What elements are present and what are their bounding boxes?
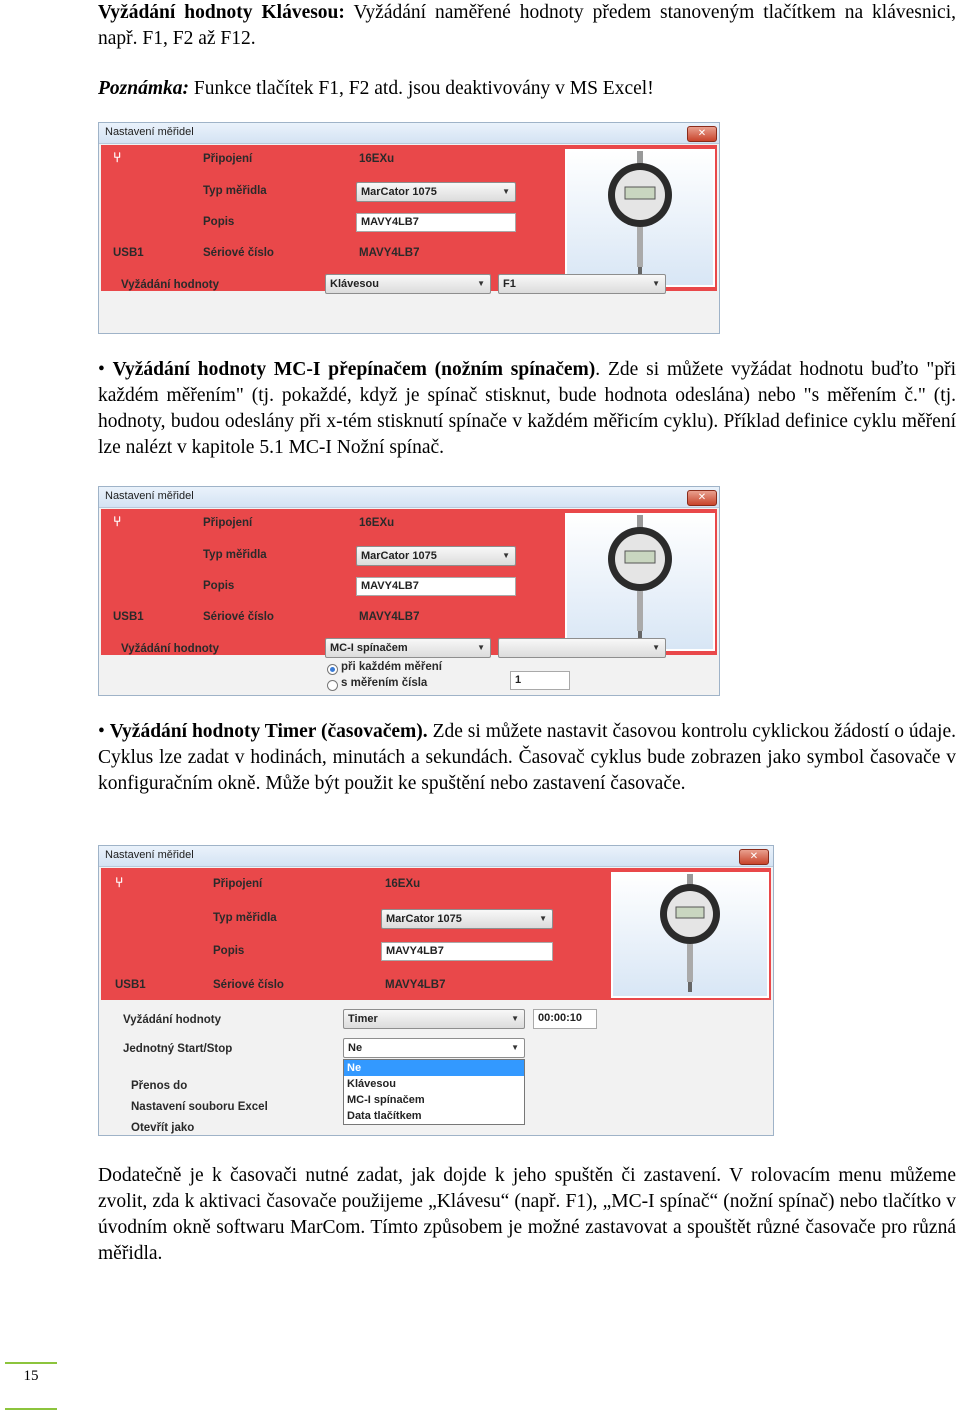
dialog-titlebar [99, 487, 719, 508]
usb-icon: ⑂ [113, 513, 122, 529]
label-vyzadani-hodnoty: Vyžádání hodnoty [121, 643, 219, 655]
device-panel [101, 868, 771, 1000]
dialog-title: Nastavení měřidel [105, 126, 194, 138]
page-number: 15 [23, 1368, 39, 1384]
label-nastaveni-souboru-excel: Nastavení souboru Excel [131, 1101, 268, 1113]
close-button[interactable]: ✕ [739, 849, 769, 865]
note-paragraph [98, 76, 956, 102]
request-mode-value: Klávesou [330, 278, 379, 290]
intro-bold: Vyžádání hodnoty Klávesou: [98, 2, 345, 23]
chevron-down-icon: ▼ [652, 643, 660, 652]
gauge-type-select[interactable] [356, 546, 516, 566]
close-button[interactable]: ✕ [687, 490, 717, 506]
chevron-down-icon: ▼ [652, 279, 660, 288]
chevron-down-icon: ▼ [477, 643, 485, 652]
gauge-photo [565, 513, 715, 651]
dropdown-option[interactable]: Ne [344, 1060, 524, 1076]
value-seriove-cislo: MAVY4LB7 [359, 247, 420, 259]
key-select[interactable] [498, 274, 666, 294]
label-vyzadani-hodnoty: Vyžádání hodnoty [123, 1014, 221, 1026]
footer-rule-bottom [5, 1408, 57, 1410]
section-timer-heading: Vyžádání hodnoty Timer (časovačem). [109, 721, 428, 742]
bullet: • [98, 721, 105, 742]
usb-icon: ⑂ [113, 149, 122, 165]
gauge-photo [565, 149, 715, 287]
value-pripojeni: 16EXu [359, 153, 395, 165]
device-panel [101, 145, 717, 291]
dialog-title: Nastavení měřidel [105, 490, 194, 502]
label-seriove-cislo: Sériové číslo [203, 247, 274, 259]
chevron-down-icon: ▼ [511, 1043, 519, 1052]
label-typ-meridla: Typ měřidla [213, 912, 277, 924]
intro-text: Vyžádání naměřené hodnoty předem stanoveným tlačítkem na klávesnici, např. F1, F2 až F12. [98, 2, 956, 49]
label-pripojeni: Připojení [213, 878, 263, 890]
section-mci-paragraph [98, 357, 956, 461]
footer-rule-top [5, 1362, 57, 1364]
start-stop-value: Ne [348, 1042, 363, 1054]
gauge-type-value: MarCator 1075 [361, 186, 437, 198]
usb-icon: ⑂ [115, 874, 124, 890]
request-mode-select[interactable] [325, 638, 491, 658]
label-vyzadani-hodnoty: Vyžádání hodnoty [121, 279, 219, 291]
section-timer-text: Zde si můžete nastavit časovou kontrolu cyklickou žádostí o údaje. Cyklus lze zadat v hodinách, minutách a sekundách. Časovač cyklus bude zobrazen jako symbol časovače v konfiguračním okně. Může být použit ke spuštění nebo zastavení časovače. [98, 721, 956, 794]
chevron-down-icon: ▼ [502, 187, 510, 196]
gauge-photo [611, 872, 769, 998]
gauge-type-select[interactable] [356, 182, 516, 202]
device-panel [101, 509, 717, 655]
section-mci-heading: Vyžádání hodnoty MC-I přepínačem (nožním spínačem) [112, 359, 596, 380]
label-popis: Popis [203, 580, 235, 592]
chevron-down-icon: ▼ [539, 914, 547, 923]
start-stop-dropdown [343, 1059, 525, 1125]
gauge-type-select[interactable] [381, 909, 553, 929]
note-text: Funkce tlačítek F1, F2 atd. jsou deaktivovány v MS Excel! [189, 78, 654, 99]
radio-every-measurement[interactable] [327, 664, 338, 675]
value-seriove-cislo: MAVY4LB7 [385, 979, 446, 991]
measurement-count-field[interactable]: 1 [510, 671, 570, 690]
value-pripojeni: 16EXu [359, 517, 395, 529]
dropdown-option[interactable]: MC-I spínačem [347, 1094, 425, 1106]
dial-indicator-image [567, 151, 713, 285]
closing-paragraph: Dodatečně je k časovači nutné zadat, jak dojde k jeho spuštěn či zastavení. V rolovacím menu můžeme zvolit, zda k aktivaci časovače použijeme „Klávesu“ (např. F1), „MC-I spínač“ (nožní spínač) nebo tlačítko v úvodním okně softwaru MarCom. Tímto způsobem je možné zastavovat a spouštět různé časovače pro různá měřidla. [98, 1165, 956, 1264]
label-jednotny-start-stop: Jednotný Start/Stop [123, 1043, 233, 1055]
radio-measurement-number[interactable] [327, 680, 338, 691]
radio-every-measurement-label: při každém měření [341, 661, 442, 673]
label-usb: USB1 [113, 247, 144, 259]
dropdown-option[interactable]: Data tlačítkem [347, 1110, 422, 1122]
gauge-type-value: MarCator 1075 [386, 913, 462, 925]
request-mode-select[interactable] [325, 274, 491, 294]
settings-dialog-mci [98, 486, 720, 696]
gauge-type-value: MarCator 1075 [361, 550, 437, 562]
dial-indicator-image [613, 874, 767, 996]
dial-indicator-image [567, 515, 713, 649]
label-otevrit-jako: Otevřít jako [131, 1122, 195, 1134]
settings-dialog-keyboard [98, 122, 720, 334]
close-button[interactable]: ✕ [687, 126, 717, 142]
settings-dialog-timer [98, 845, 774, 1136]
label-seriove-cislo: Sériové číslo [203, 611, 274, 623]
value-seriove-cislo: MAVY4LB7 [359, 611, 420, 623]
label-usb: USB1 [113, 611, 144, 623]
label-seriove-cislo: Sériové číslo [213, 979, 284, 991]
dropdown-option[interactable]: Klávesou [347, 1078, 396, 1090]
chevron-down-icon: ▼ [502, 551, 510, 560]
label-usb: USB1 [115, 979, 146, 991]
chevron-down-icon: ▼ [511, 1014, 519, 1023]
dialog-title: Nastavení měřidel [105, 849, 194, 861]
request-mode-select[interactable] [343, 1009, 525, 1029]
description-field[interactable]: MAVY4LB7 [356, 213, 516, 232]
request-mode-value: Timer [348, 1013, 378, 1025]
secondary-select[interactable] [498, 638, 666, 658]
section-timer-paragraph [98, 719, 956, 797]
description-field[interactable]: MAVY4LB7 [381, 942, 553, 961]
label-popis: Popis [213, 945, 245, 957]
label-typ-meridla: Typ měřidla [203, 549, 267, 561]
label-popis: Popis [203, 216, 235, 228]
section-mci-text: . Zde si můžete vyžádat hodnotu buďto "při každém měřením" (tj. pokaždé, když je spínač stisknut, bude hodnota odeslána) nebo "s měřením č." (tj. hodnoty, budou odeslány při x-tém stisknutí spínače v každém měřicím cyklu). Příklad definice cyklu měření lze nalézt v kapitole 5.1 MC-I Nožní spínač. [98, 359, 956, 458]
description-field[interactable]: MAVY4LB7 [356, 577, 516, 596]
bullet: • [98, 359, 105, 380]
label-pripojeni: Připojení [203, 517, 253, 529]
chevron-down-icon: ▼ [477, 279, 485, 288]
label-pripojeni: Připojení [203, 153, 253, 165]
key-value: F1 [503, 278, 516, 290]
note-label: Poznámka: [98, 78, 190, 99]
value-pripojeni: 16EXu [385, 878, 421, 890]
label-prenos-do: Přenos do [131, 1080, 188, 1092]
label-typ-meridla: Typ měřidla [203, 185, 267, 197]
dialog-titlebar [99, 123, 719, 144]
dialog-titlebar [99, 846, 773, 867]
intro-paragraph [98, 0, 956, 52]
request-mode-value: MC-I spínačem [330, 642, 408, 654]
radio-measurement-number-label: s měřením čísla [341, 677, 428, 689]
start-stop-select[interactable] [343, 1038, 525, 1058]
timer-interval-field[interactable]: 00:00:10 [533, 1009, 597, 1029]
